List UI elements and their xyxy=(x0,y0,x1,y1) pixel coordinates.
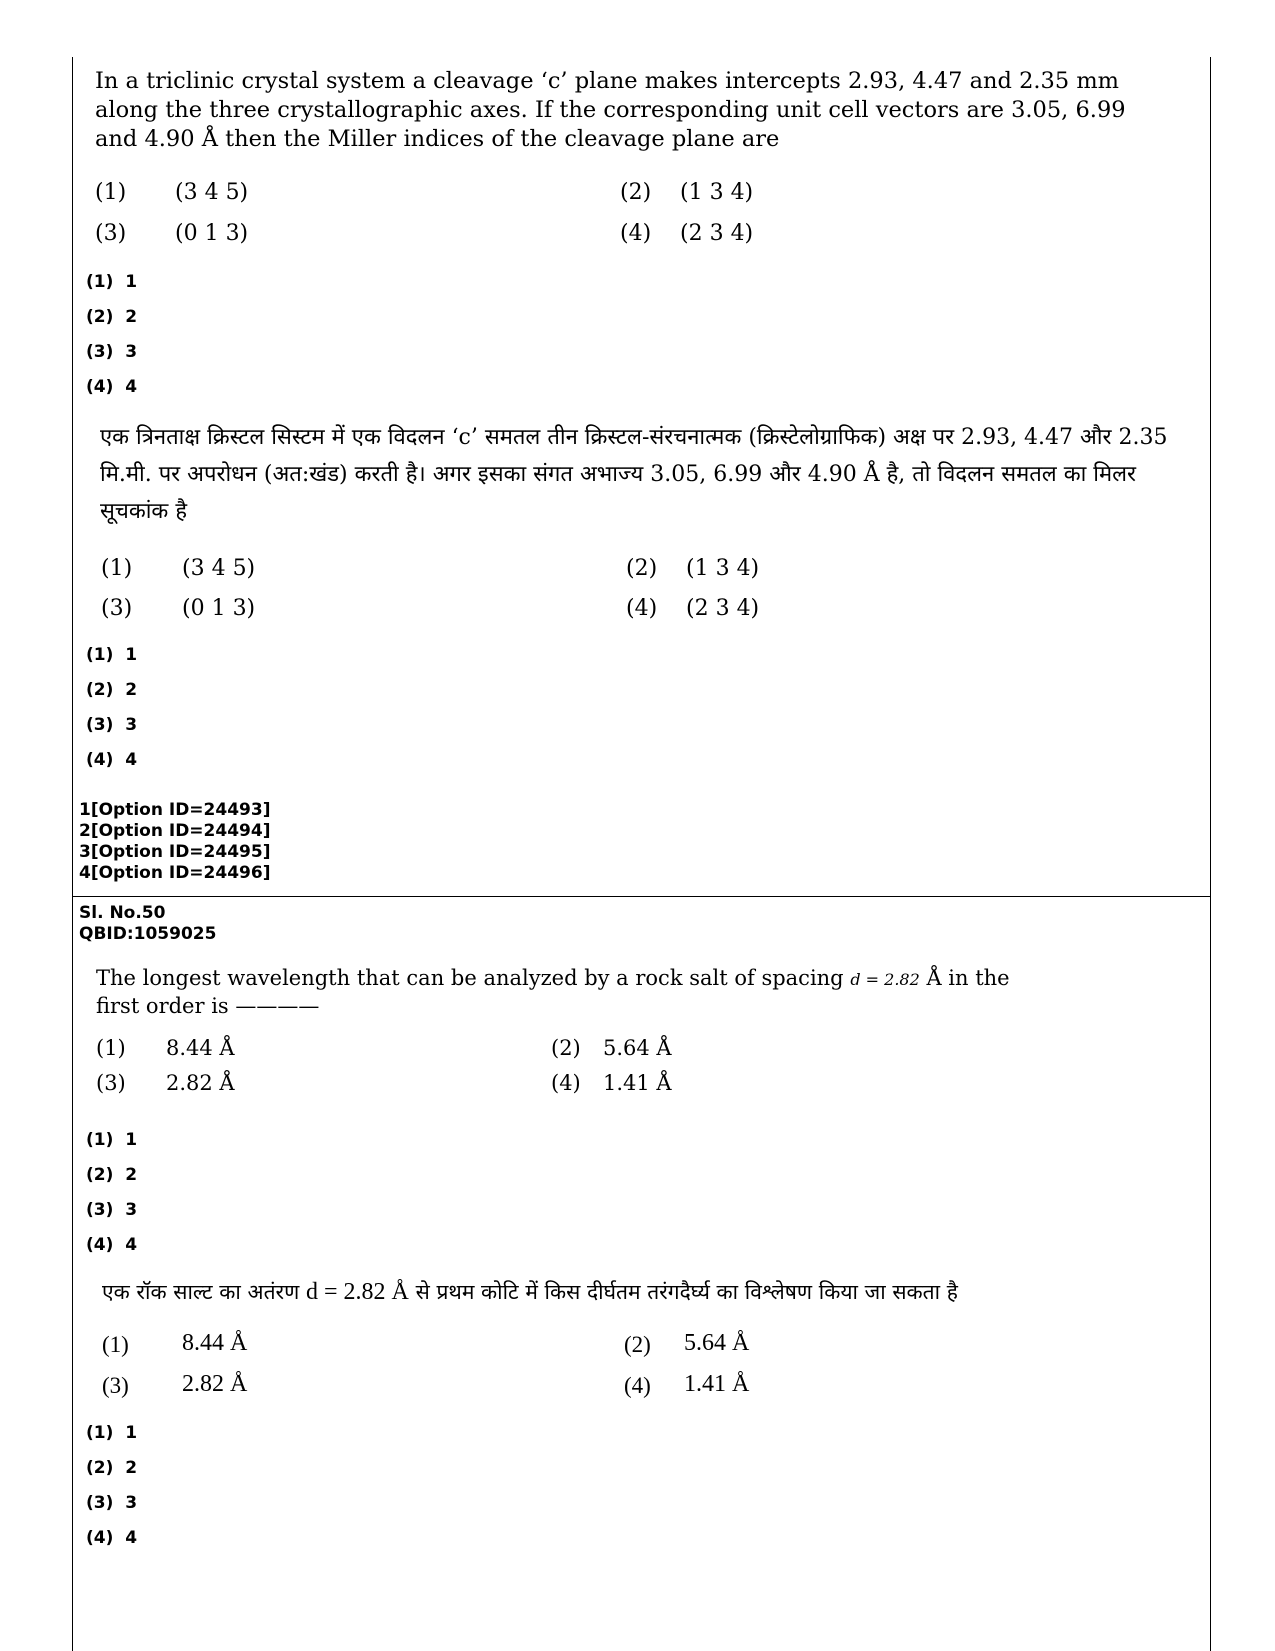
option-id-3: 3[Option ID=24495] xyxy=(79,842,271,862)
q50-hi-formula: d = 2.82 Å xyxy=(306,1279,409,1305)
q49-en-option-4-value: (2 3 4) xyxy=(680,221,754,246)
q50-hi-option-4-value: 1.41 Å xyxy=(684,1371,750,1397)
q49-hi-option-4-number: (4) xyxy=(626,596,658,621)
q50-en-option-1-number: (1) xyxy=(96,1036,126,1060)
q49-en-option-3-value: (0 1 3) xyxy=(175,221,249,246)
q49-en-option-4-number: (4) xyxy=(620,221,652,246)
q50-en-answer-choice-4: (4) 4 xyxy=(86,1235,138,1255)
question-50-english-text xyxy=(96,965,1056,1019)
q50-hi-option-2-value: 5.64 Å xyxy=(684,1330,750,1356)
q49-en-option-1-number: (1) xyxy=(95,180,127,205)
q49-en-answer-choice-4: (4) 4 xyxy=(86,377,138,397)
q49-hi-answer-choice-2: (2) 2 xyxy=(86,680,138,700)
q49-en-answer-choice-1: (1) 1 xyxy=(86,272,138,292)
q50-en-text-before: The longest wavelength that can be analyzed by a rock salt of spacing xyxy=(96,966,844,990)
q50-en-option-1-value: 8.44 Å xyxy=(166,1036,235,1060)
q49-hi-option-4-value: (2 3 4) xyxy=(686,596,760,621)
q49-en-answer-choice-3: (3) 3 xyxy=(86,342,138,362)
q49-hi-option-2-number: (2) xyxy=(626,556,658,581)
q50-hi-answer-choice-1: (1) 1 xyxy=(86,1423,138,1443)
question-49-hindi-text: एक त्रिनताक्ष क्रिस्टल सिस्टम में एक विदलन ‘c’ समतल तीन क्रिस्टल-संरचनात्मक (क्रिस्टेलोग्राफिक) अक्ष पर 2.93, 4.47 और 2.35 मि.मी. पर अपरोधन (अत:खंड) करती है। अगर इसका संगत अभाज्य 3.05, 6.99 और 4.90 Å है, तो विदलन समतल का मिलर सूचकांक है xyxy=(100,425,1168,524)
q49-hi-option-2-value: (1 3 4) xyxy=(686,556,760,581)
q50-en-answer-choice-1: (1) 1 xyxy=(86,1130,138,1150)
question-divider xyxy=(72,896,1211,897)
q50-en-option-4-number: (4) xyxy=(551,1071,581,1095)
q49-en-option-2-value: (1 3 4) xyxy=(680,180,754,205)
q49-en-answer-choice-2: (2) 2 xyxy=(86,307,138,327)
q50-hi-answer-choice-3: (3) 3 xyxy=(86,1493,138,1513)
q50-hi-answer-choice-4: (4) 4 xyxy=(86,1528,138,1548)
question-bank-id: QBID:1059025 xyxy=(79,924,217,944)
option-id-2: 2[Option ID=24494] xyxy=(79,821,271,841)
q50-en-option-3-value: 2.82 Å xyxy=(166,1071,235,1095)
q50-en-answer-choice-2: (2) 2 xyxy=(86,1165,138,1185)
option-id-4: 4[Option ID=24496] xyxy=(79,863,271,883)
q50-hi-answer-choice-2: (2) 2 xyxy=(86,1458,138,1478)
q49-hi-option-1-value: (3 4 5) xyxy=(182,556,256,581)
q50-hi-option-2-number: (2) xyxy=(624,1332,651,1357)
option-id-list xyxy=(79,800,270,884)
q49-hi-option-3-value: (0 1 3) xyxy=(182,596,256,621)
q50-en-option-2-value: 5.64 Å xyxy=(603,1036,672,1060)
q49-en-option-2-number: (2) xyxy=(620,180,652,205)
question-50-hindi-text xyxy=(102,1277,1162,1307)
q50-hi-option-3-value: 2.82 Å xyxy=(182,1371,248,1397)
q50-hi-option-4-number: (4) xyxy=(624,1373,651,1398)
q50-en-text-after: Å in the first order is ———— xyxy=(96,966,1010,1018)
q49-hi-answer-choice-1: (1) 1 xyxy=(86,645,138,665)
q50-en-option-3-number: (3) xyxy=(96,1071,126,1095)
q50-en-option-2-number: (2) xyxy=(551,1036,581,1060)
option-id-1: 1[Option ID=24493] xyxy=(79,800,271,820)
q49-hi-answer-choice-3: (3) 3 xyxy=(86,715,138,735)
q49-hi-option-3-number: (3) xyxy=(101,596,133,621)
q50-en-option-4-value: 1.41 Å xyxy=(603,1071,672,1095)
q50-hi-option-1-number: (1) xyxy=(102,1332,129,1357)
question-50-header xyxy=(79,903,216,945)
q49-hi-option-1-number: (1) xyxy=(101,556,133,581)
q49-en-option-3-number: (3) xyxy=(95,221,127,246)
q49-en-option-1-value: (3 4 5) xyxy=(175,180,249,205)
q50-en-formula: d = 2.82 xyxy=(850,970,920,989)
q50-hi-option-3-number: (3) xyxy=(102,1373,129,1398)
q50-en-answer-choice-3: (3) 3 xyxy=(86,1200,138,1220)
q49-hi-answer-choice-4: (4) 4 xyxy=(86,750,138,770)
question-49-english-text: In a triclinic crystal system a cleavage ‘c’ plane makes intercepts 2.93, 4.47 and 2.35 mm along the three crystallographic axes. If the corresponding unit cell vectors are 3.05, 6.99 and 4.90 Å then the Miller indices of the cleavage plane are xyxy=(95,68,1126,152)
q50-hi-text-before: एक रॉक साल्ट का अतंरण xyxy=(102,1280,300,1304)
serial-number: Sl. No.50 xyxy=(79,903,166,923)
q50-hi-option-1-value: 8.44 Å xyxy=(182,1330,248,1356)
q50-hi-text-after: से प्रथम कोटि में किस दीर्घतम तरंगदैर्घ्य का विश्लेषण किया जा सकता है xyxy=(415,1280,958,1304)
